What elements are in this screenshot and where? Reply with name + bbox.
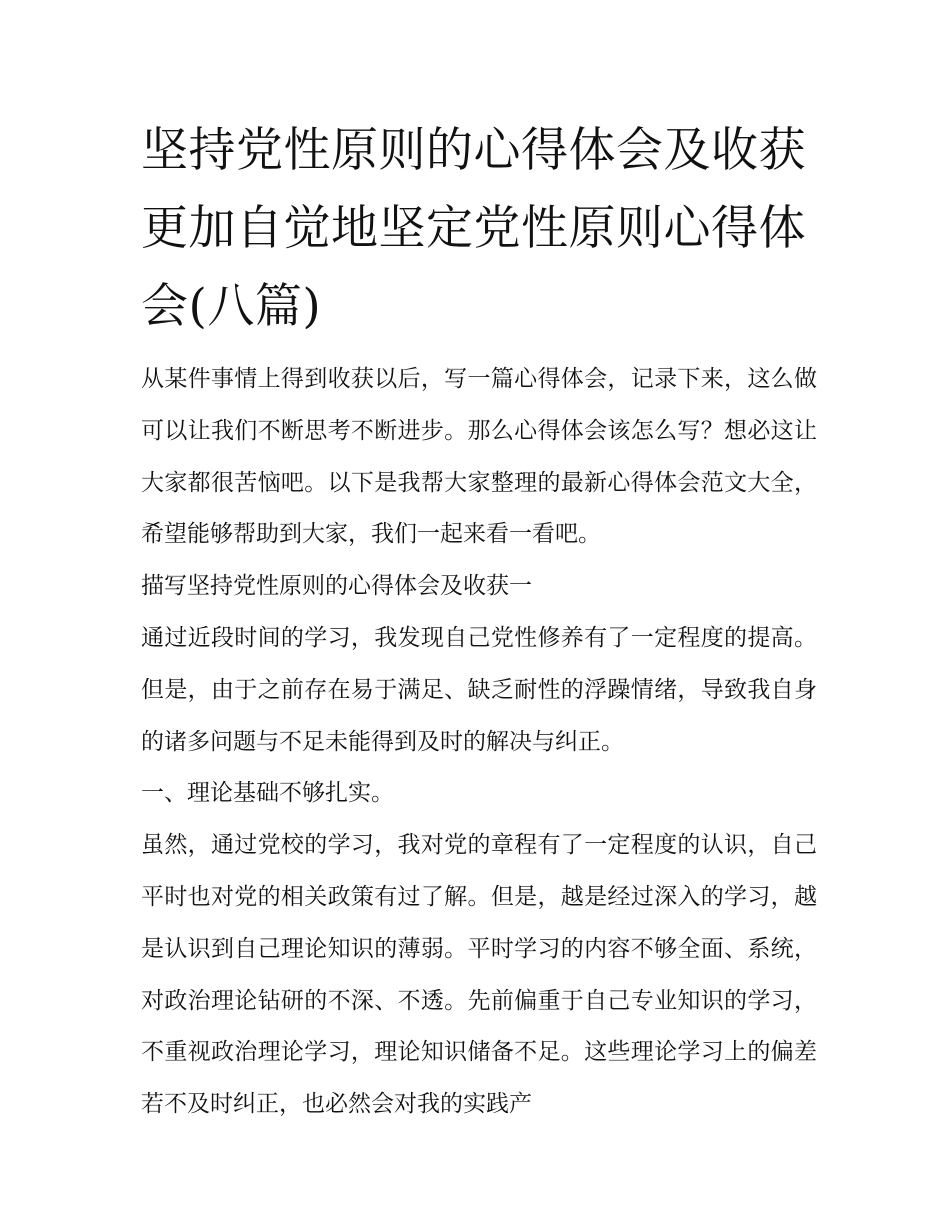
document-content	[141, 112, 817, 1131]
intro-paragraph: 从某件事情上得到收获以后，写一篇心得体会，记录下来，这么做可以让我们不断思考不断进步。那么心得体会该怎么写？想必这让大家都很苦恼吧。以下是我帮大家整理的最新心得体会范文大全，希望能够帮助到大家，我们一起来看一看吧。	[141, 366, 817, 548]
document-body	[141, 354, 817, 1131]
body-paragraph: 通过近段时间的学习，我发现自己党性修养有了一定程度的提高。但是，由于之前存在易于满足、缺乏耐性的浮躁情绪，导致我自身的诸多问题与不足未能得到及时的解决与纠正。	[141, 624, 817, 755]
section-heading: 描写坚持党性原则的心得体会及收获一	[141, 573, 532, 600]
body-paragraph: 虽然，通过党校的学习，我对党的章程有了一定程度的认识，自己平时也对党的相关政策有过了解。但是，越是经过深入的学习，越是认识到自己理论知识的薄弱。平时学习的内容不够全面、系统，对政治理论钻研的不深、不透。先前偏重于自己专业知识的学习，不重视政治理论学习，理论知识储备不足。这些理论学习上的偏差若不及时纠正，也必然会对我的实践产	[141, 832, 817, 1118]
document-title: 坚持党性原则的心得体会及收获 更加自觉地坚定党性原则心得体会(八篇)	[141, 123, 806, 334]
subsection-heading: 一、理论基础不够扎实。	[141, 780, 394, 807]
